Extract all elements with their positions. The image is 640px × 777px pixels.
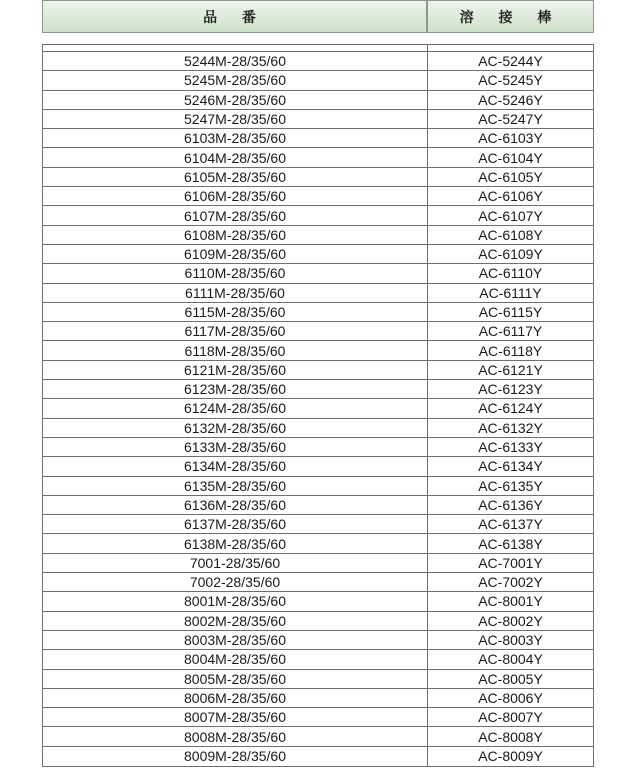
table-row [43, 110, 593, 129]
table-row [43, 496, 593, 515]
part-number-cell: 6124M-28/35/60 [43, 399, 428, 417]
part-number-cell: 6117M-28/35/60 [43, 322, 428, 340]
table-row [43, 650, 593, 669]
welding-rod-cell: AC-6135Y [478, 477, 543, 494]
table-row [43, 419, 593, 438]
part-number-cell: 8001M-28/35/60 [43, 592, 428, 610]
part-number-cell: 6123M-28/35/60 [43, 380, 428, 398]
welding-rod-cell: AC-6109Y [478, 246, 543, 263]
welding-rod-cell: AC-8003Y [478, 632, 543, 649]
welding-rod-cell: AC-6108Y [478, 226, 543, 243]
welding-rod-cell: AC-6107Y [478, 207, 543, 224]
welding-rod-cell: AC-8007Y [478, 709, 543, 726]
welding-rod-cell: AC-8006Y [478, 689, 543, 706]
part-number-cell: 5247M-28/35/60 [43, 110, 428, 128]
spacer-cell [43, 45, 428, 51]
part-number-cell: 8008M-28/35/60 [43, 727, 428, 745]
welding-rod-cell: AC-5245Y [478, 72, 543, 89]
welding-rod-cell: AC-6105Y [478, 168, 543, 185]
part-number-cell: 6134M-28/35/60 [43, 457, 428, 475]
header-welding-rod: 溶 接 棒 [427, 0, 594, 33]
table-row [43, 515, 593, 534]
welding-rod-cell: AC-5244Y [478, 53, 543, 70]
welding-rod-cell: AC-6133Y [478, 439, 543, 456]
table-row [43, 457, 593, 476]
welding-rod-cell: AC-6106Y [478, 188, 543, 205]
header-part-number: 品 番 [42, 0, 427, 33]
spacer-cell [428, 45, 593, 51]
welding-rod-cell: AC-8001Y [478, 593, 543, 610]
welding-rod-cell: AC-6138Y [478, 535, 543, 552]
welding-rod-cell: AC-6103Y [478, 130, 543, 147]
welding-rod-cell: AC-6136Y [478, 496, 543, 513]
table-row [43, 206, 593, 225]
part-number-cell: 6133M-28/35/60 [43, 438, 428, 456]
table-spacer-row [43, 45, 593, 52]
part-number-cell: 6105M-28/35/60 [43, 168, 428, 186]
table-row [43, 727, 593, 746]
table-row [43, 71, 593, 90]
table-row [43, 168, 593, 187]
table-row [43, 91, 593, 110]
table-row [43, 612, 593, 631]
table-row [43, 399, 593, 418]
part-number-cell: 5245M-28/35/60 [43, 71, 428, 89]
table-row [43, 129, 593, 148]
table-row [43, 631, 593, 650]
welding-rod-cell: AC-6104Y [478, 149, 543, 166]
table-row [43, 670, 593, 689]
table-row [43, 438, 593, 457]
part-number-cell: 8007M-28/35/60 [43, 708, 428, 726]
welding-rod-cell: AC-6118Y [478, 342, 543, 359]
part-number-cell: 6106M-28/35/60 [43, 187, 428, 205]
table-row [43, 573, 593, 592]
part-number-cell: 5246M-28/35/60 [43, 91, 428, 109]
table-header [42, 0, 594, 33]
part-number-cell: 8003M-28/35/60 [43, 631, 428, 649]
part-number-cell: 6137M-28/35/60 [43, 515, 428, 533]
welding-rod-cell: AC-8005Y [478, 670, 543, 687]
welding-rod-cell: AC-6111Y [479, 284, 542, 301]
part-number-cell: 6121M-28/35/60 [43, 361, 428, 379]
part-number-cell: 6135M-28/35/60 [43, 477, 428, 495]
part-number-cell: 7002-28/35/60 [43, 573, 428, 591]
welding-rod-cell: AC-6132Y [478, 419, 543, 436]
part-number-cell: 6136M-28/35/60 [43, 496, 428, 514]
part-number-cell: 6138M-28/35/60 [43, 534, 428, 552]
welding-rod-cell: AC-6134Y [478, 458, 543, 475]
table-row [43, 303, 593, 322]
welding-rod-cell: AC-6121Y [478, 361, 543, 378]
welding-rod-cell: AC-6137Y [478, 516, 543, 533]
part-number-cell: 6104M-28/35/60 [43, 148, 428, 166]
part-number-cell: 6107M-28/35/60 [43, 206, 428, 224]
table-row [43, 284, 593, 303]
part-number-cell: 8009M-28/35/60 [43, 747, 428, 766]
table-row [43, 534, 593, 553]
parts-table [42, 44, 594, 767]
part-number-cell: 6110M-28/35/60 [43, 264, 428, 282]
welding-rod-cell: AC-6123Y [478, 381, 543, 398]
table-row [43, 148, 593, 167]
part-number-cell: 6108M-28/35/60 [43, 226, 428, 244]
table-row [43, 264, 593, 283]
part-number-cell: 5244M-28/35/60 [43, 52, 428, 70]
table-row [43, 187, 593, 206]
welding-rod-cell: AC-6124Y [478, 400, 543, 417]
table-row [43, 226, 593, 245]
table-row [43, 52, 593, 71]
part-number-cell: 6109M-28/35/60 [43, 245, 428, 263]
welding-rod-cell: AC-8002Y [478, 612, 543, 629]
welding-rod-cell: AC-5246Y [478, 91, 543, 108]
table-row [43, 689, 593, 708]
welding-rod-cell: AC-6110Y [478, 265, 543, 282]
welding-rod-cell: AC-8009Y [478, 748, 543, 765]
part-number-cell: 8005M-28/35/60 [43, 670, 428, 688]
table-row [43, 245, 593, 264]
part-number-cell: 6115M-28/35/60 [43, 303, 428, 321]
welding-rod-cell: AC-6117Y [478, 323, 543, 340]
part-number-cell: 6132M-28/35/60 [43, 419, 428, 437]
part-number-cell: 6111M-28/35/60 [43, 284, 428, 302]
table-row [43, 477, 593, 496]
part-number-cell: 6118M-28/35/60 [43, 341, 428, 359]
welding-rod-cell: AC-7002Y [478, 574, 543, 591]
table-row [43, 708, 593, 727]
table-row [43, 361, 593, 380]
welding-rod-cell: AC-5247Y [478, 111, 543, 128]
part-number-cell: 6103M-28/35/60 [43, 129, 428, 147]
table-row [43, 554, 593, 573]
table-row [43, 341, 593, 360]
welding-rod-cell: AC-6115Y [478, 304, 543, 320]
welding-rod-cell: AC-8004Y [478, 651, 543, 668]
part-number-cell: 8002M-28/35/60 [43, 612, 428, 630]
part-number-cell: 8006M-28/35/60 [43, 689, 428, 707]
table-row [43, 380, 593, 399]
welding-rod-cell: AC-7001Y [478, 554, 543, 571]
part-number-cell: 7001-28/35/60 [43, 554, 428, 572]
table-row [43, 592, 593, 611]
part-number-cell: 8004M-28/35/60 [43, 650, 428, 668]
table-row [43, 747, 593, 766]
welding-rod-cell: AC-8008Y [478, 728, 543, 745]
table-row [43, 322, 593, 341]
